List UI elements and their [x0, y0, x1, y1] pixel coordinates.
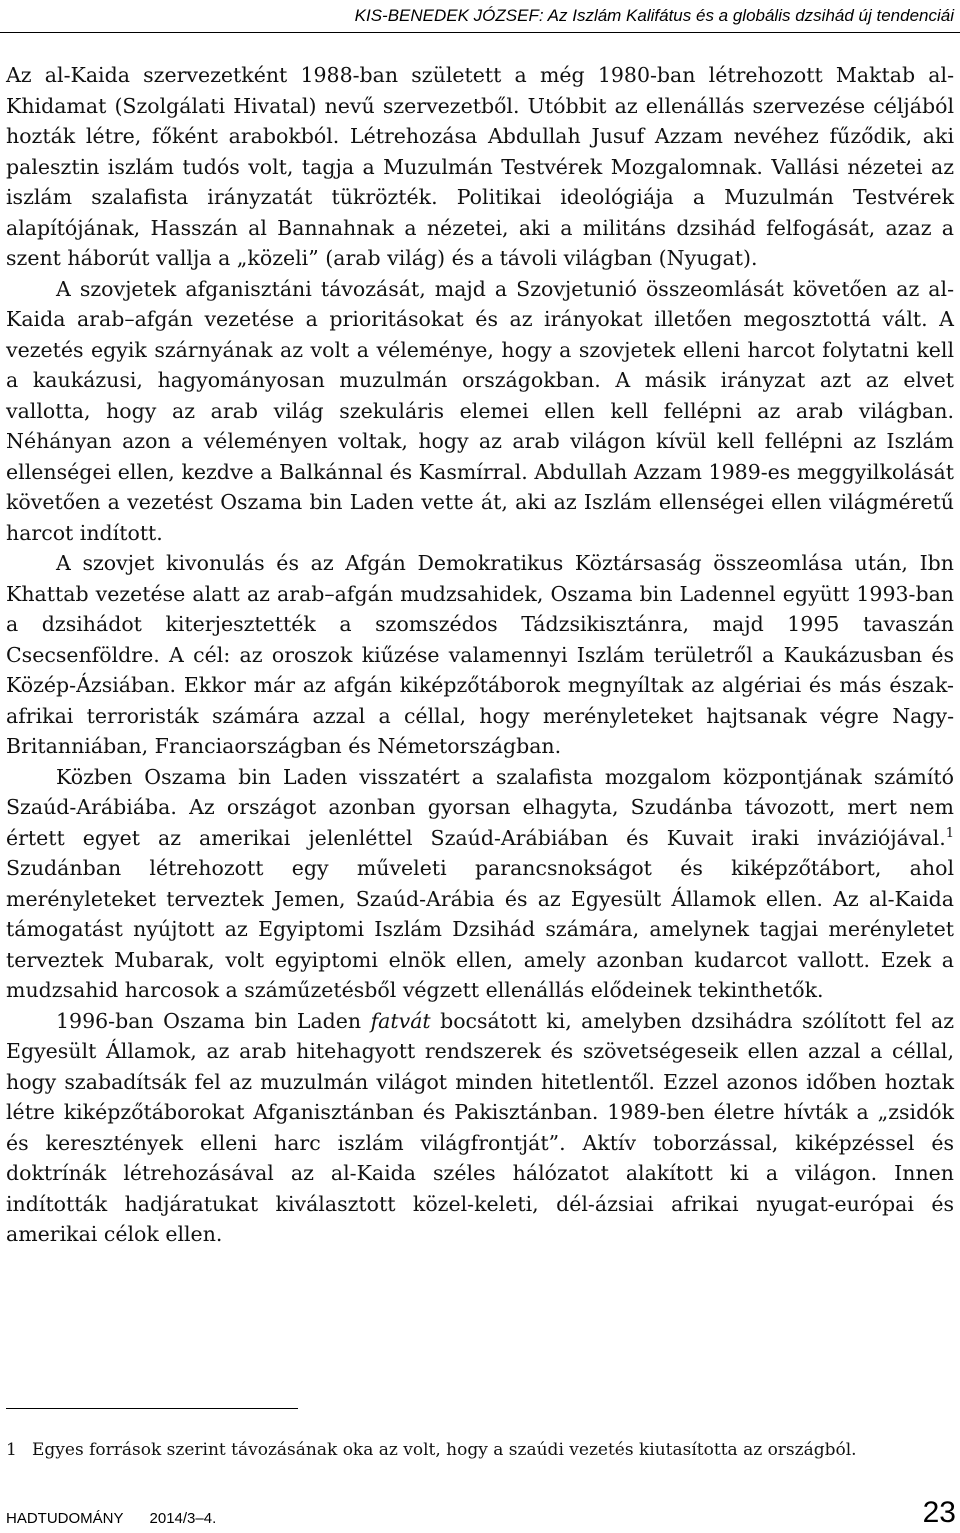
paragraph-4-text-after: Szudánban létrehozott egy műveleti parancsnokságot és kiképzőtábort, ahol merényleteket terveztek Jemen, Szaúd-Arábia és az Egyesült Államok ellen. Az al-Kaida támogatást nyújtott az Egyiptomi Iszlám Dzsihád számára, amelynek tagjai merényletet terveztek Mubarak, volt egyiptomi elnök ellen, amely azonban kudarcot vallott. Ezek a mudzsahid harcosok a száműzetésből végzett ellenállás elődeinek tekinthetők. [6, 856, 954, 1002]
paragraph-5-text-before: 1996-ban Oszama bin Laden [56, 1008, 371, 1033]
running-header [0, 6, 954, 26]
footnote-reference[interactable]: 1 [945, 825, 954, 841]
paragraph-1: Az al-Kaida szervezetként 1988-ban született a még 1980-ban létrehozott Maktab al-Khidamat (Szolgálati Hivatal) nevű szervezetből. Utóbbit az ellenállás szervezése céljából hozták létre, főként arabokból. Létrehozása Abdullah Jusuf Azzam nevéhez fűződik, aki palesztin iszlám tudós volt, tagja a Muzulmán Testvérek Mozgalomnak. Vallási nézetei az iszlám szalafista irányzatát tükrözték. Politikai ideológiája a Muzulmán Testvérek alapítójának, Hasszán al Bannahnak a nézetei, aki a militáns dzsihád felfogását, azaz a szent háborút vallja a „közeli” (arab világ) és a távoli világban (Nyugat). [6, 63, 954, 270]
footnote-divider [6, 1408, 298, 1409]
emphasized-term: fatvát [370, 1008, 431, 1033]
paragraph-4 [6, 762, 954, 1006]
footnote-text: Egyes források szerint távozásának oka az volt, hogy a szaúdi vezetés kiutasította az országból. [32, 1440, 857, 1460]
paragraph-5 [6, 1006, 954, 1250]
header-divider [0, 32, 960, 33]
article-body [6, 60, 954, 1250]
footnote-number: 1 [6, 1440, 17, 1460]
paragraph-3: A szovjet kivonulás és az Afgán Demokratikus Köztársaság összeomlása után, Ibn Khattab vezetése alatt az arab–afgán mudzsahidek, Oszama bin Ladennel együtt 1993-ban a dzsihádot kiterjesztették a szomszédos Tádzsikisztánra, majd 1995 tavaszán Csecsenföldre. A cél: az oroszok kiűzése valamennyi Iszlám területről a Kaukázusban és Közép-Ázsiában. Ekkor már az afgán kiképzőtáborok megnyíltak az algériai és más észak-afrikai terroristák számára azzal a céllal, hogy merényleteket hajtsanak végre Nagy-Britanniában, Franciaországban és Németországban. [6, 551, 954, 758]
journal-issue: 2014/3–4. [149, 1510, 217, 1527]
paragraph-4-text-before: Közben Oszama bin Laden visszatért a szalafista mozgalom központjának számító Szaúd-Arábiába. Az országot azonban gyorsan elhagyta, Szudánba távozott, mert nem értett egyet az amerikai jelenléttel Szaúd-Arábiában és Kuvait iraki inváziójával. [6, 764, 954, 850]
paragraph-5-text-after: bocsátott ki, amelyben dzsihádra szólított fel az Egyesült Államok, az arab hitehagyott rendszerek és szövetségeseik ellen azzal a céllal, hogy szabadítsák fel az muzulmán világot minden hitetlentől. Ezzel azonos időben hoztak létre kiképzőtáborokat Afganisztánban és Pakisztánban. 1989-ben életre hívták a „zsidók és keresztények elleni harc iszlám világfrontját”. Aktív toborzással, kiképzéssel és doktrínák létrehozásával az al-Kaida széles hálózatot alakított ki a világon. Innen indították hadjáratukat kiválasztott közel-keleti, dél-ázsiai afrikai nyugat-európai és amerikai célok ellen. [6, 1008, 954, 1246]
journal-name: HADTUDOMÁNY [6, 1510, 124, 1527]
running-title: KIS-BENEDEK JÓZSEF: Az Iszlám Kalifátus és a globális dzsihád új tendenciái [354, 6, 954, 25]
footer-journal-info [6, 1510, 216, 1527]
page-number: 23 [922, 1496, 956, 1529]
footnote [6, 1440, 954, 1460]
paragraph-2: A szovjetek afganisztáni távozását, majd a Szovjetunió összeomlását követően az al-Kaida arab–afgán vezetése a prioritásokat és az irányokat illetően megosztottá vált. A vezetés egyik szárnyának az volt a véleménye, hogy a szovjetek elleni harcot folytatni kell a kaukázusi, hagyományosan muzulmán országokban. A másik irányzat azt az elvet vallotta, hogy az arab világ szekuláris elemei ellen kell fellépni az arab világban. Néhányan azon a véleményen voltak, hogy az arab világon kívül kell fellépni az Iszlám ellenségei ellen, kezdve a Balkánnal és Kasmírral. Abdullah Azzam 1989-es meggyilkolását követően a vezetést Oszama bin Laden vette át, aki az Iszlám ellenségei ellen világméretű harcot indított. [6, 276, 954, 545]
